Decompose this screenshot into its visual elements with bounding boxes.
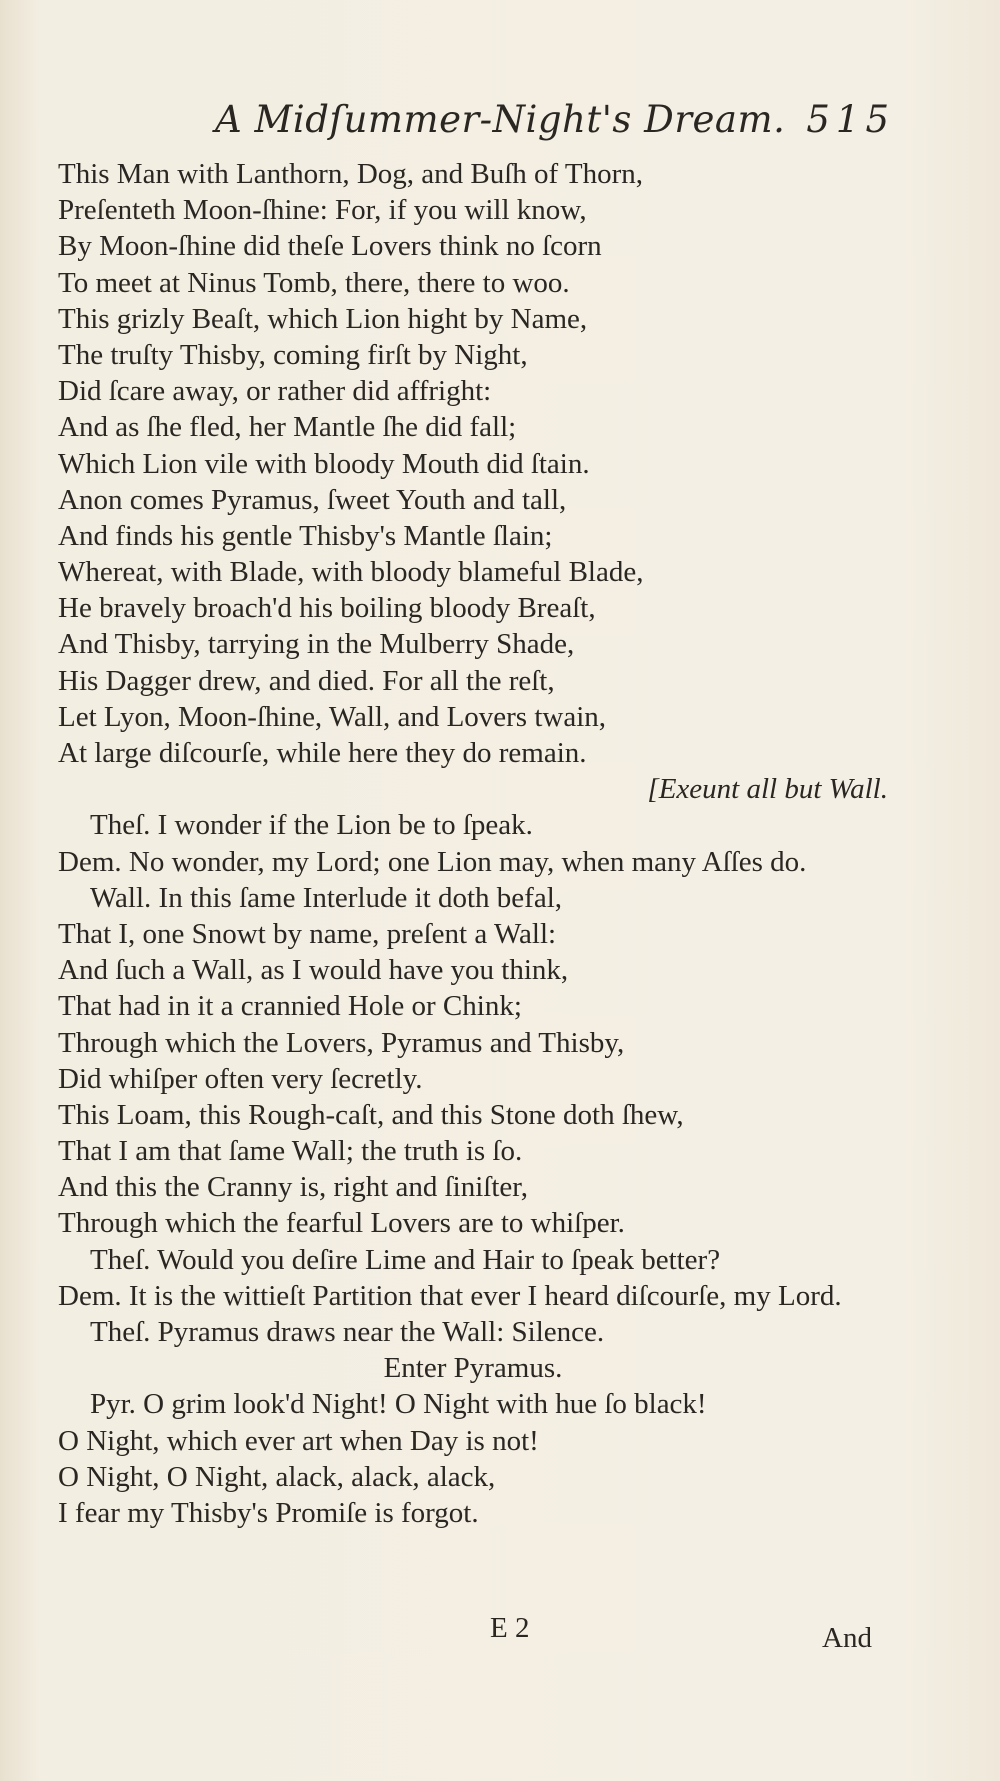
verse-line: This grizly Beaſt, which Lion hight by Name, (58, 302, 588, 335)
speech-line: Pyr. O grim look'd Night! O Night with hue ſo black! (90, 1388, 707, 1421)
speech-line: Theſ. Pyramus draws near the Wall: Silence. (90, 1316, 605, 1349)
verse-line: And this the Cranny is, right and ſiniſter, (58, 1171, 529, 1204)
signature-mark: E 2 (490, 1612, 530, 1644)
verse-line: And finds his gentle Thisby's Mantle ſlain; (58, 519, 553, 552)
verse-line: Did whiſper often very ſecretly. (58, 1062, 423, 1095)
verse-line: This Man with Lanthorn, Dog, and Buſh of Thorn, (58, 158, 644, 190)
speech-line: Theſ. I wonder if the Lion be to ſpeak. (90, 809, 533, 842)
verse-line: This Loam, this Rough-caſt, and this Stone doth ſhew, (58, 1098, 684, 1131)
verse-line: And ſuch a Wall, as I would have you think, (58, 954, 569, 987)
verse-line: And Thisby, tarrying in the Mulberry Shade, (58, 628, 575, 661)
stage-direction: Enter Pyramus. (383, 1352, 563, 1385)
verse-line: And as ſhe fled, her Mantle ſhe did fall; (58, 411, 517, 444)
verse-line: Through which the fearful Lovers are to whiſper. (58, 1207, 625, 1240)
running-header (215, 98, 895, 158)
catchword: And (822, 1622, 872, 1654)
verse-line: Let Lyon, Moon-ſhine, Wall, and Lovers twain, (58, 700, 607, 733)
verse-line: I fear my Thisby's Promiſe is forgot. (58, 1496, 479, 1529)
verse-line: The truſty Thisby, coming firſt by Night, (58, 338, 528, 371)
page-number: 515 (806, 98, 895, 141)
verse-line: Which Lion vile with bloody Mouth did ſtain. (58, 447, 590, 480)
running-title: A Midſummer-Night's Dream. (215, 98, 786, 141)
verse-line: O Night, O Night, alack, alack, alack, (58, 1460, 496, 1493)
verse-line: That had in it a crannied Hole or Chink; (58, 990, 522, 1023)
speech-line: Dem. It is the wittieſt Partition that ever I heard diſcourſe, my Lord. (58, 1279, 842, 1312)
verse-line: Whereat, with Blade, with bloody blameful Blade, (58, 556, 644, 589)
verse-line: By Moon-ſhine did theſe Lovers think no ſcorn (58, 230, 602, 263)
speech-line: Dem. No wonder, my Lord; one Lion may, when many Aſſes do. (58, 845, 807, 878)
verse-line: O Night, which ever art when Day is not! (58, 1424, 539, 1457)
verse-line: Through which the Lovers, Pyramus and Thisby, (58, 1026, 625, 1059)
verse-line: He bravely broach'd his boiling bloody Breaſt, (58, 592, 596, 625)
verse-line: Did ſcare away, or rather did affright: (58, 375, 492, 408)
verse-line: At large diſcourſe, while here they do remain. (58, 737, 587, 769)
verse-line: That I, one Snowt by name, preſent a Wall: (58, 917, 557, 950)
speech-line: Wall. In this ſame Interlude it doth befal, (90, 881, 563, 914)
play-text (58, 156, 888, 1531)
stage-direction: [Exeunt all but Wall. (647, 773, 888, 806)
verse-line: His Dagger drew, and died. For all the reſt, (58, 664, 555, 697)
speech-line: Theſ. Would you deſire Lime and Hair to ſpeak better? (90, 1243, 721, 1276)
verse-line: Anon comes Pyramus, ſweet Youth and tall, (58, 483, 567, 516)
page-footer (0, 1612, 1000, 1652)
verse-line: That I am that ſame Wall; the truth is ſo. (58, 1135, 523, 1168)
verse-line: To meet at Ninus Tomb, there, there to woo. (58, 266, 570, 299)
verse-line: Preſenteth Moon-ſhine: For, if you will know, (58, 194, 587, 227)
